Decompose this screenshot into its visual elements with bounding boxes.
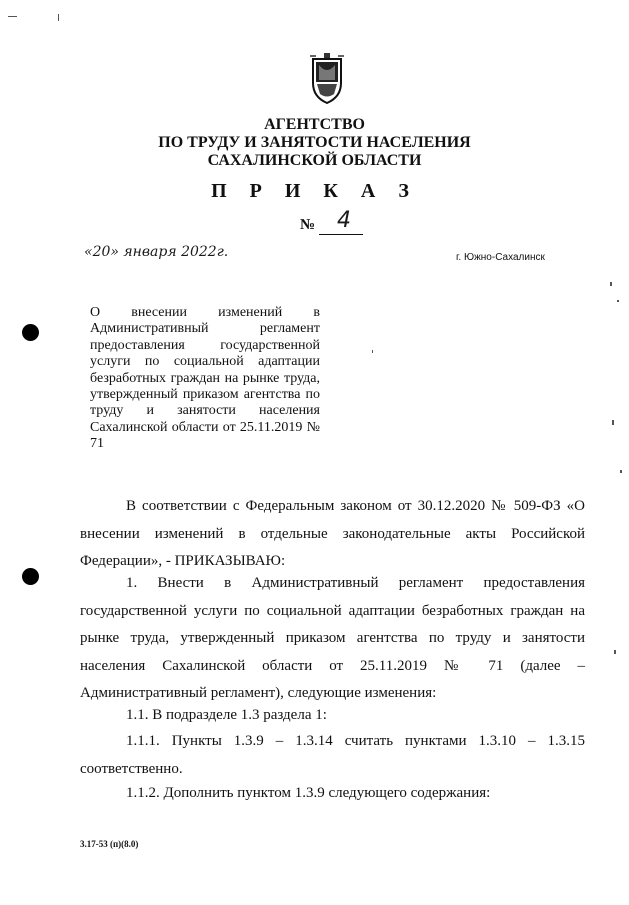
order-subject: О внесении изменений в Административный регламент предоставления государственной услуги по социальной адаптации безработных граждан на рынке труда, утвержденный приказом агентства по труду и занятости населения Сахалинской области от 25.11.2019 № 71	[90, 305, 320, 452]
document-type-title: П Р И К А З	[211, 180, 418, 202]
scan-speck	[8, 16, 17, 17]
scan-speck	[372, 350, 373, 353]
agency-name-line-1: АГЕНТСТВО	[264, 116, 365, 133]
punch-hole-top	[22, 324, 39, 341]
scan-speck	[610, 282, 612, 286]
order-number-handwritten: 4	[337, 208, 351, 233]
punch-hole-bottom	[22, 568, 39, 585]
scan-speck	[614, 650, 616, 654]
scan-speck	[617, 300, 619, 302]
item-1-1-1-paragraph: 1.1.1. Пункты 1.3.9 – 1.3.14 считать пунктами 1.3.10 – 1.3.15 соответственно.	[80, 733, 585, 777]
item-1-1-2-paragraph: 1.1.2. Дополнить пунктом 1.3.9 следующего содержания:	[126, 785, 491, 801]
order-number-underline	[319, 234, 363, 235]
agency-name-line-2: ПО ТРУДУ И ЗАНЯТОСТИ НАСЕЛЕНИЯ	[158, 134, 471, 151]
scan-speck	[58, 14, 59, 21]
coat-of-arms-emblem	[307, 53, 347, 105]
scan-speck	[620, 470, 622, 473]
item-1-1-paragraph: 1.1. В подразделе 1.3 раздела 1:	[126, 707, 327, 723]
city-name: г. Южно-Сахалинск	[456, 252, 545, 263]
item-1-paragraph: 1. Внести в Административный регламент предоставления государственной услуги по социальной адаптации безработных граждан на рынке труда, утвержденный приказом агентства по труду и занятости населения Сахалинской области от 25.11.2019 № 71 (далее – Административный регламент), следующие изменения:	[80, 575, 585, 701]
preamble-paragraph: В соответствии с Федеральным законом от 30.12.2020 № 509-ФЗ «О внесении изменений в отдельные законодательные акты Российской Федерации», - ПРИКАЗЫВАЮ:	[80, 498, 585, 569]
footer-form-code: 3.17-53 (п)(8.0)	[80, 839, 139, 849]
scan-speck	[612, 420, 614, 425]
agency-name-line-3: САХАЛИНСКОЙ ОБЛАСТИ	[207, 152, 422, 169]
order-date-handwritten: «20» января 2022г.	[84, 244, 229, 260]
order-number-label: №	[300, 217, 316, 233]
